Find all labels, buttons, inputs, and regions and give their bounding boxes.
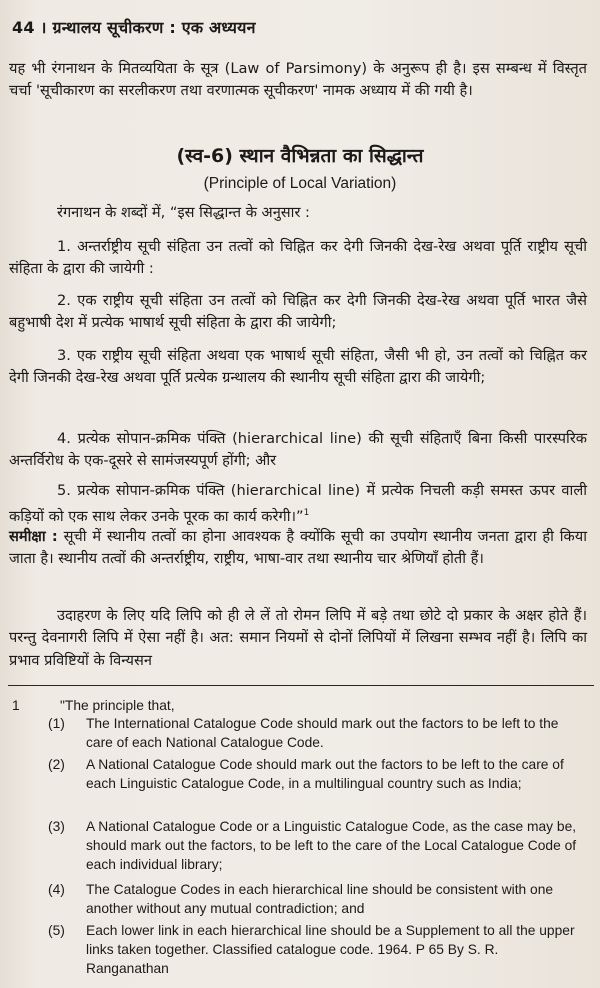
footnote-number: 1 <box>12 698 20 713</box>
running-head: 44 । ग्रन्थालय सूचीकरण : एक अध्ययन <box>12 18 256 37</box>
critique-label: समीक्षा : <box>9 528 58 545</box>
principle-item-5-text: 5. प्रत्येक सोपान-क्रमिक पंक्ति (hierarchical line) में प्रत्येक निचली कड़ी समस्त ऊपर वाली कड़ियों को एक साथ लेकर उनके पूरक का कार्य करेगी।” <box>9 482 587 526</box>
footnote-item-2 <box>48 755 582 793</box>
footnote-item-5 <box>48 921 582 979</box>
paragraph-parsimony: यह भी रंगनाथन के मितव्ययिता के सूत्र (Law of Parsimony) के अनुरूप ही है। इस सम्बन्ध में विस्तृत चर्चा 'सूचीकारण का सरलीकरण तथा वरणात्मक सूचीकरण' नामक अध्याय में की गयी है। <box>9 60 588 100</box>
footnote-item-number: (5) <box>48 923 65 938</box>
footnote-item-text: A National Catalogue Code or a Linguistic Catalogue Code, as the case may be, should mark out the factors, to be left to the care of the Local Catalogue Code of each individual library; <box>86 819 577 873</box>
section-subheading: (Principle of Local Variation) <box>203 175 397 192</box>
footnote-item-text: Each lower link in each hierarchical line should be a Supplement to all the upper links taken together. Classified catalogue code. 1964. P 65 By S. R. Ranganathan <box>86 923 575 977</box>
principle-item-5 <box>9 480 587 529</box>
footnote-divider <box>8 685 594 686</box>
quote-intro: रंगनाथन के शब्दों में, “इस सिद्धान्त के अनुसार : <box>57 204 310 221</box>
principle-item-3: 3. एक राष्ट्रीय सूची संहिता अथवा एक भाषार्थ सूची संहिता, जैसी भी हो, उन तत्वों को चिह्नित कर देगी जिनकी देख-रेख अथवा पूर्ति प्रत्येक ग्रन्थालय की स्थानीय सूची संहिता द्वारा की जायेगी; <box>9 347 587 387</box>
footnote-item-3 <box>48 817 582 875</box>
footnote-item-number: (2) <box>48 757 65 772</box>
footnote-item-text: The International Catalogue Code should mark out the factors to be left to the care of each National Catalogue Code. <box>86 716 559 751</box>
principle-item-4: 4. प्रत्येक सोपान-क्रमिक पंक्ति (hierarchical line) की सूची संहिताएँ बिना किसी पारस्परिक अन्तर्विरोध के एक-दूसरे से सामंजस्यपूर्ण होंगी; और <box>9 430 587 470</box>
principle-item-1: 1. अन्तर्राष्ट्रीय सूची संहिता उन तत्वों को चिह्नित कर देगी जिनकी देख-रेख अथवा पूर्ति राष्ट्रीय सूची संहिता के द्वारा की जायेगी : <box>9 238 587 278</box>
footnote-mark: 1 <box>303 508 310 519</box>
example-paragraph: उदाहरण के लिए यदि लिपि को ही ले लें तो रोमन लिपि में बड़े तथा छोटे दो प्रकार के अक्षर होते हैं। परन्तु देवनागरी लिपि में ऐसा नहीं है। अत: समान नियमों से दोनों लिपियों में लिखना सम्भव नहीं है। लिपि का प्रभाव प्रविष्टियों के विन्यसन <box>9 607 587 669</box>
critique-text: सूची में स्थानीय तत्वों का होना आवश्यक है क्योंकि सूची का उपयोग स्थानीय जनता द्वारा ही किया जाता है। स्थानीय तत्वों की अन्तर्राष्ट्रीय, राष्ट्रीय, भाषा-वार तथा स्थानीय चार श्रेणियाँ होती हैं। <box>9 528 587 568</box>
critique-paragraph <box>9 526 587 571</box>
footnote-item-1 <box>48 714 582 752</box>
footnote-item-4 <box>48 880 582 918</box>
footnote-item-number: (1) <box>48 716 65 731</box>
footnote-intro: "The principle that, <box>60 698 175 713</box>
footnote-item-text: The Catalogue Codes in each hierarchical line should be consistent with one another without any mutual contradiction; and <box>86 882 554 917</box>
footnote-item-number: (3) <box>48 819 65 834</box>
footnote-item-text: A National Catalogue Code should mark out the factors to be left to the care of each Linguistic Catalogue Code, in a multilingual country such as India; <box>86 757 564 792</box>
section-heading: (स्व-6) स्थान वैभिन्नता का सिद्धान्त <box>176 145 424 167</box>
principle-item-2: 2. एक राष्ट्रीय सूची संहिता उन तत्वों को चिह्नित कर देगी जिनकी देख-रेख अथवा पूर्ति भारत जैसे बहुभाषी देश में प्रत्येक भाषार्थ सूची संहिता के द्वारा की जायेगी; <box>9 292 587 332</box>
footnote-item-number: (4) <box>48 882 65 897</box>
